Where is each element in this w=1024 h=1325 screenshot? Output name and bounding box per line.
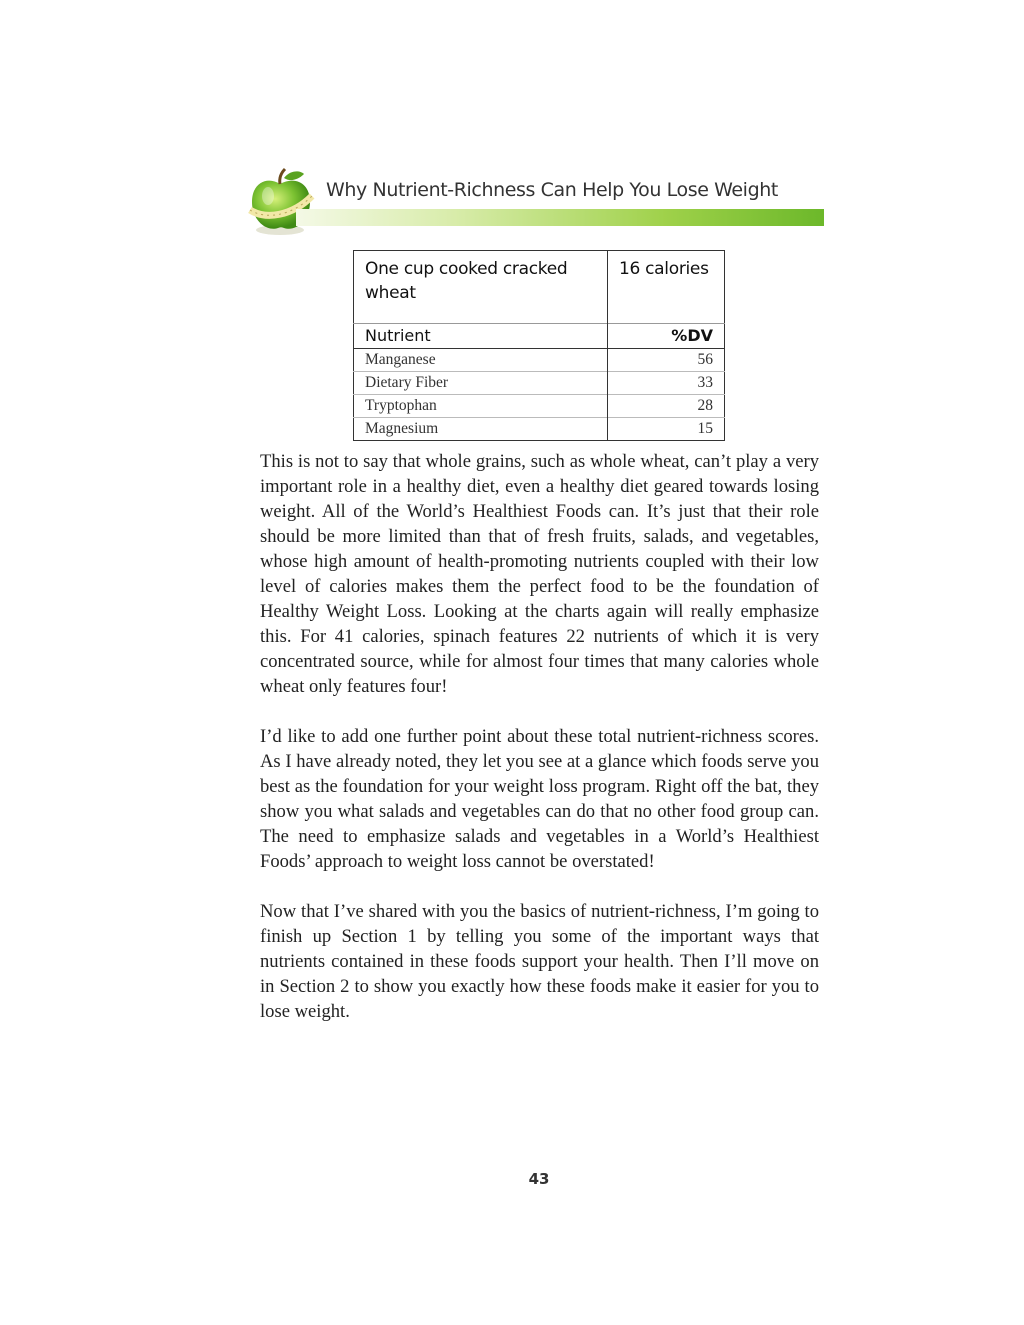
table-food-row [354, 251, 725, 324]
nutrient-name: Magnesium [354, 418, 608, 441]
table-row [354, 418, 725, 441]
table-header-row [354, 324, 725, 349]
nutrient-name: Tryptophan [354, 395, 608, 418]
nutrient-name: Manganese [354, 349, 608, 372]
table-row [354, 349, 725, 372]
nutrient-value: 28 [608, 395, 725, 418]
nutrient-table [353, 250, 725, 441]
paragraph: I’d like to add one further point about these total nutrient-richness scores. As I have already noted, they let you see at a glance which foods serve you best as the foundation for your weight loss program. Right off the bat, they show you what salads and vegetables can do that no other food group can. The need to emphasize salads and vegetables in a World’s Healthiest Foods’ approach to weight loss cannot be overstated! [260, 726, 819, 872]
paragraph: This is not to say that whole grains, such as whole wheat, can’t play a very important role in a healthy diet, even a healthy diet geared towards losing weight. All of the World’s Healthiest Foods can. It’s just that their role should be more limited than that of fresh fruits, salads, and vegetables, whose high amount of health-promoting nutrients coupled with their low level of calories makes them the perfect food to be the foundation of Healthy Weight Loss. Looking at the charts again will really emphasize this. For 41 calories, spinach features 22 nutrients of which it is very concentrated source, while for almost four times that many calories whole wheat only features four! [260, 451, 819, 697]
paragraph: Now that I’ve shared with you the basics of nutrient-richness, I’m going to finish up Section 1 by telling you some of the important ways that nutrients contained in these foods support your health. Then I’ll move on in Section 2 to show you exactly how these foods make it easier for you to lose weight. [260, 901, 819, 1022]
body-text [260, 449, 819, 1049]
header-accent-bar [296, 209, 824, 226]
nutrient-name: Dietary Fiber [354, 372, 608, 395]
nutrient-value: 15 [608, 418, 725, 441]
food-calories: 16 calories [619, 259, 709, 279]
apple-tape-measure-icon [244, 166, 316, 238]
nutrient-value: 33 [608, 372, 725, 395]
table-row [354, 372, 725, 395]
running-title: Why Nutrient-Richness Can Help You Lose Weight [326, 179, 778, 201]
column-nutrient: Nutrient [354, 324, 608, 349]
chapter-header [244, 166, 824, 240]
food-name: One cup cooked cracked wheat [354, 251, 608, 324]
nutrient-value: 56 [608, 349, 725, 372]
page-number: 43 [528, 1170, 550, 1188]
column-dv: %DV [608, 324, 725, 349]
table-row [354, 395, 725, 418]
